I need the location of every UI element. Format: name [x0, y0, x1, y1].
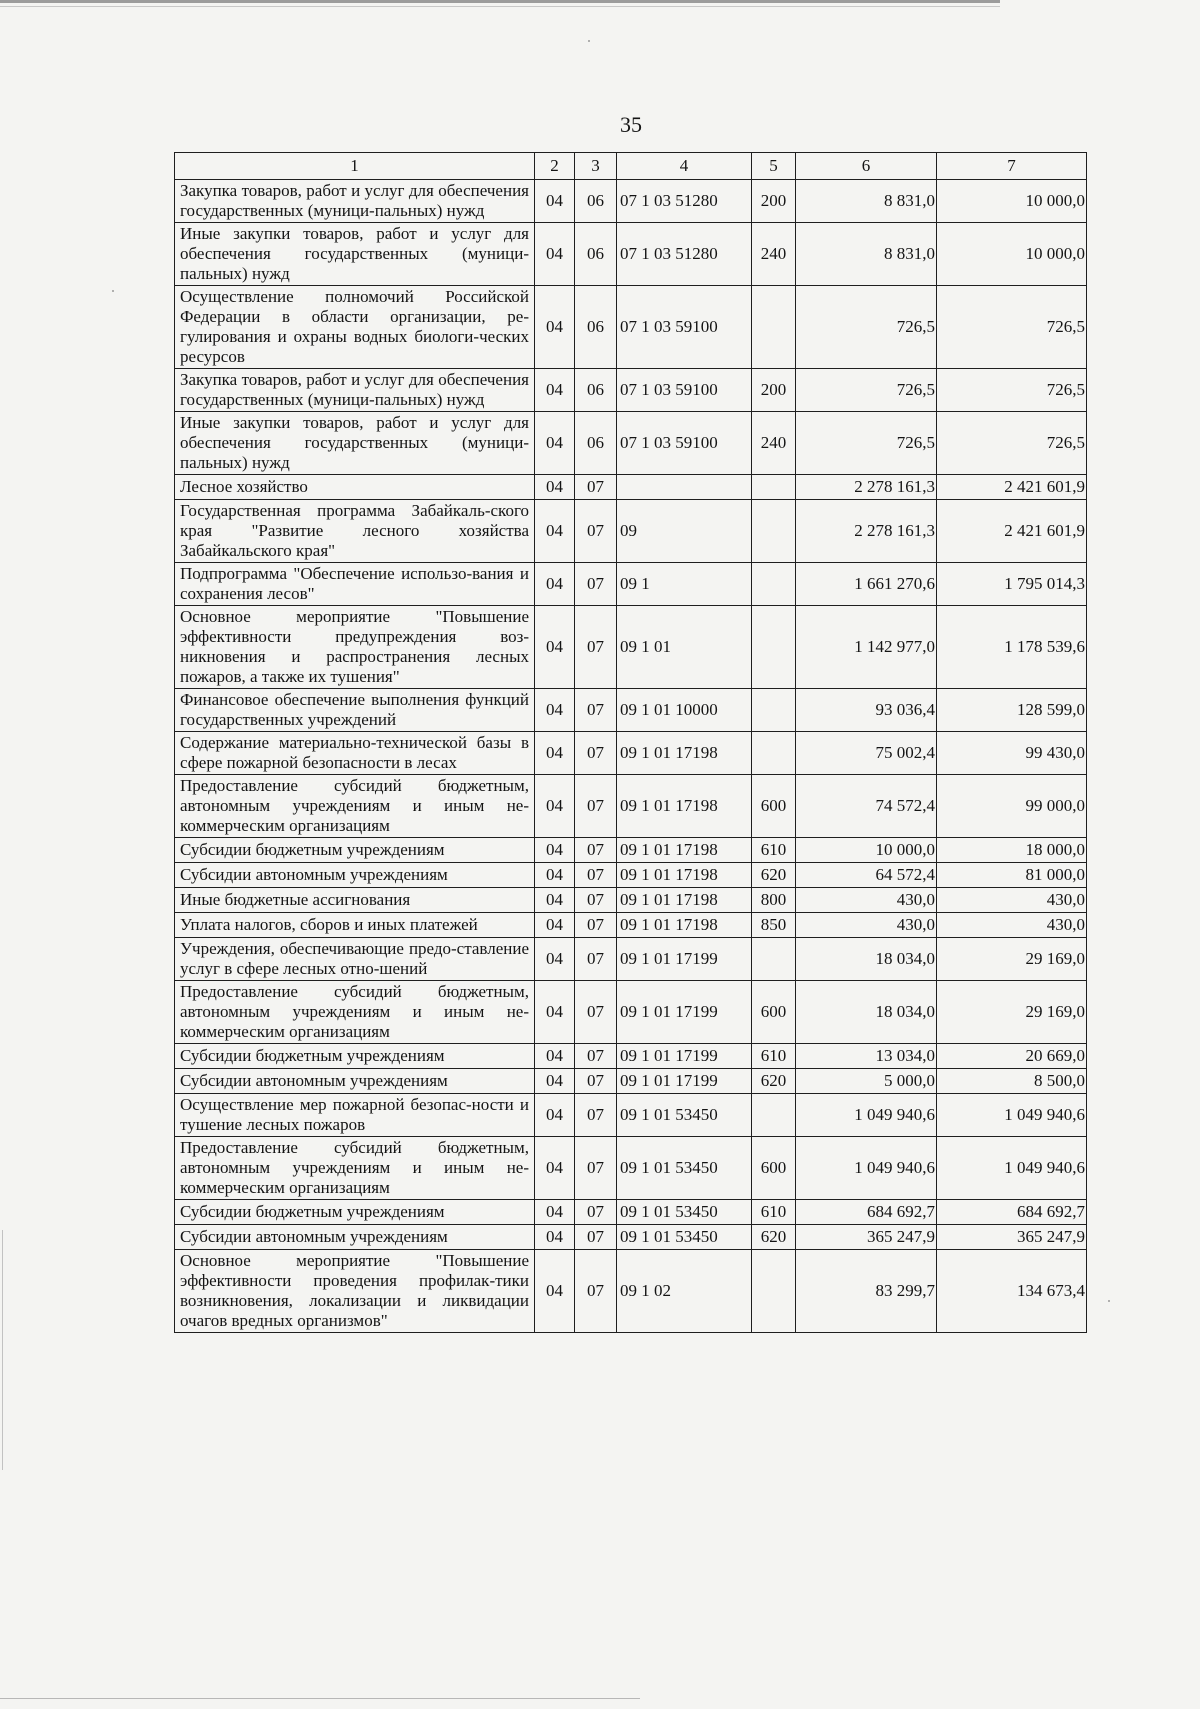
- amount-year-2: 726,5: [937, 369, 1087, 412]
- section-code: 04: [535, 1044, 575, 1069]
- amount-year-2: 726,5: [937, 412, 1087, 475]
- amount-year-2: 18 000,0: [937, 838, 1087, 863]
- amount-year-1: 13 034,0: [796, 1044, 937, 1069]
- amount-year-2: 726,5: [937, 286, 1087, 369]
- subsection-code: 07: [575, 775, 617, 838]
- amount-year-1: 430,0: [796, 913, 937, 938]
- line-item-name: Субсидии автономным учреждениям: [175, 863, 535, 888]
- amount-year-2: 128 599,0: [937, 689, 1087, 732]
- section-code: 04: [535, 475, 575, 500]
- target-article-code: 09 1 02: [617, 1250, 752, 1333]
- section-code: 04: [535, 689, 575, 732]
- scan-speck: [1108, 1300, 1110, 1302]
- table-row: [175, 1094, 1087, 1137]
- scan-speck: [588, 40, 590, 42]
- expense-type-code: 610: [752, 1200, 796, 1225]
- expense-type-code: [752, 286, 796, 369]
- target-article-code: 07 1 03 59100: [617, 412, 752, 475]
- section-code: 04: [535, 981, 575, 1044]
- expense-type-code: [752, 1094, 796, 1137]
- section-code: 04: [535, 775, 575, 838]
- line-item-name: Лесное хозяйство: [175, 475, 535, 500]
- amount-year-2: 29 169,0: [937, 981, 1087, 1044]
- section-code: 04: [535, 606, 575, 689]
- amount-year-1: 684 692,7: [796, 1200, 937, 1225]
- line-item-name: Закупка товаров, работ и услуг для обеспечения государственных (муници-пальных) нужд: [175, 180, 535, 223]
- subsection-code: 06: [575, 180, 617, 223]
- line-item-name: Иные закупки товаров, работ и услуг для обеспечения государственных (муници-пальных) нужд: [175, 412, 535, 475]
- line-item-name: Основное мероприятие "Повышение эффективности предупреждения воз-никновения и распространения лесных пожаров, а также их тушения": [175, 606, 535, 689]
- amount-year-1: 1 142 977,0: [796, 606, 937, 689]
- expense-type-code: [752, 606, 796, 689]
- expense-type-code: 600: [752, 775, 796, 838]
- expense-type-code: 600: [752, 1137, 796, 1200]
- expense-type-code: 240: [752, 412, 796, 475]
- section-code: 04: [535, 838, 575, 863]
- subsection-code: 07: [575, 563, 617, 606]
- section-code: 04: [535, 1137, 575, 1200]
- line-item-name: Уплата налогов, сборов и иных платежей: [175, 913, 535, 938]
- section-code: 04: [535, 1069, 575, 1094]
- table-row: [175, 412, 1087, 475]
- section-code: 04: [535, 500, 575, 563]
- line-item-name: Закупка товаров, работ и услуг для обеспечения государственных (муници-пальных) нужд: [175, 369, 535, 412]
- line-item-name: Подпрограмма "Обеспечение использо-вания и сохранения лесов": [175, 563, 535, 606]
- subsection-code: 07: [575, 606, 617, 689]
- target-article-code: 09: [617, 500, 752, 563]
- amount-year-1: 5 000,0: [796, 1069, 937, 1094]
- amount-year-1: 726,5: [796, 412, 937, 475]
- budget-table-body: [175, 153, 1087, 1333]
- target-article-code: 09 1 01 17199: [617, 1044, 752, 1069]
- amount-year-1: 8 831,0: [796, 223, 937, 286]
- line-item-name: Финансовое обеспечение выполнения функций государственных учреждений: [175, 689, 535, 732]
- amount-year-1: 83 299,7: [796, 1250, 937, 1333]
- amount-year-1: 430,0: [796, 888, 937, 913]
- subsection-code: 07: [575, 1044, 617, 1069]
- section-code: 04: [535, 563, 575, 606]
- table-row: [175, 913, 1087, 938]
- subsection-code: 07: [575, 1069, 617, 1094]
- line-item-name: Содержание материально-технической базы в сфере пожарной безопасности в лесах: [175, 732, 535, 775]
- target-article-code: 09 1 01 53450: [617, 1225, 752, 1250]
- line-item-name: Государственная программа Забайкаль-ского края "Развитие лесного хозяйства Забайкальского края": [175, 500, 535, 563]
- table-row: [175, 775, 1087, 838]
- target-article-code: 07 1 03 51280: [617, 180, 752, 223]
- amount-year-1: 365 247,9: [796, 1225, 937, 1250]
- table-row: [175, 223, 1087, 286]
- amount-year-2: 134 673,4: [937, 1250, 1087, 1333]
- amount-year-2: 20 669,0: [937, 1044, 1087, 1069]
- amount-year-1: 2 278 161,3: [796, 475, 937, 500]
- target-article-code: 09 1 01 17199: [617, 938, 752, 981]
- expense-type-code: 850: [752, 913, 796, 938]
- target-article-code: 09 1 01 17198: [617, 732, 752, 775]
- target-article-code: 09 1 01 53450: [617, 1137, 752, 1200]
- subsection-code: 07: [575, 1137, 617, 1200]
- scan-speck: [112, 290, 114, 292]
- subsection-code: 07: [575, 732, 617, 775]
- section-code: 04: [535, 369, 575, 412]
- target-article-code: 07 1 03 51280: [617, 223, 752, 286]
- expense-type-code: 620: [752, 863, 796, 888]
- amount-year-2: 1 795 014,3: [937, 563, 1087, 606]
- target-article-code: 09 1 01 17198: [617, 838, 752, 863]
- amount-year-2: 99 000,0: [937, 775, 1087, 838]
- amount-year-1: 64 572,4: [796, 863, 937, 888]
- section-code: 04: [535, 863, 575, 888]
- line-item-name: Иные закупки товаров, работ и услуг для обеспечения государственных (муници-пальных) нужд: [175, 223, 535, 286]
- table-row: [175, 1069, 1087, 1094]
- target-article-code: 09 1 01 17198: [617, 775, 752, 838]
- scan-top-rule-thin: [0, 6, 1000, 7]
- amount-year-1: 74 572,4: [796, 775, 937, 838]
- expense-type-code: 240: [752, 223, 796, 286]
- table-row: [175, 689, 1087, 732]
- expense-type-code: 610: [752, 1044, 796, 1069]
- table-row: [175, 1137, 1087, 1200]
- amount-year-1: 1 661 270,6: [796, 563, 937, 606]
- section-code: 04: [535, 1225, 575, 1250]
- amount-year-2: 1 049 940,6: [937, 1094, 1087, 1137]
- section-code: 04: [535, 180, 575, 223]
- target-article-code: 09 1 01 53450: [617, 1094, 752, 1137]
- expense-type-code: 200: [752, 369, 796, 412]
- table-row: [175, 732, 1087, 775]
- line-item-name: Субсидии бюджетным учреждениям: [175, 838, 535, 863]
- subsection-code: 07: [575, 888, 617, 913]
- amount-year-1: 8 831,0: [796, 180, 937, 223]
- expense-type-code: [752, 475, 796, 500]
- expense-type-code: 610: [752, 838, 796, 863]
- table-row: [175, 888, 1087, 913]
- subsection-code: 06: [575, 223, 617, 286]
- target-article-code: 09 1 01 17199: [617, 1069, 752, 1094]
- header-row: [175, 153, 1087, 180]
- expense-type-code: 620: [752, 1225, 796, 1250]
- target-article-code: [617, 475, 752, 500]
- amount-year-2: 684 692,7: [937, 1200, 1087, 1225]
- subsection-code: 07: [575, 689, 617, 732]
- budget-table: [174, 152, 1087, 1333]
- subsection-code: 06: [575, 369, 617, 412]
- table-row: [175, 563, 1087, 606]
- amount-year-2: 365 247,9: [937, 1225, 1087, 1250]
- subsection-code: 07: [575, 475, 617, 500]
- table-row: [175, 286, 1087, 369]
- section-code: 04: [535, 1094, 575, 1137]
- scan-left-edge: [2, 1230, 3, 1470]
- header-cell: 4: [617, 153, 752, 180]
- section-code: 04: [535, 223, 575, 286]
- table-row: [175, 981, 1087, 1044]
- amount-year-1: 2 278 161,3: [796, 500, 937, 563]
- expense-type-code: 620: [752, 1069, 796, 1094]
- line-item-name: Субсидии бюджетным учреждениям: [175, 1044, 535, 1069]
- line-item-name: Субсидии автономным учреждениям: [175, 1069, 535, 1094]
- target-article-code: 09 1 01 53450: [617, 1200, 752, 1225]
- subsection-code: 07: [575, 938, 617, 981]
- amount-year-2: 2 421 601,9: [937, 500, 1087, 563]
- page-number: 35: [620, 112, 642, 137]
- subsection-code: 07: [575, 1094, 617, 1137]
- subsection-code: 07: [575, 981, 617, 1044]
- header-cell: 6: [796, 153, 937, 180]
- table-row: [175, 863, 1087, 888]
- line-item-name: Субсидии автономным учреждениям: [175, 1225, 535, 1250]
- expense-type-code: 800: [752, 888, 796, 913]
- header-cell: 1: [175, 153, 535, 180]
- expense-type-code: 200: [752, 180, 796, 223]
- target-article-code: 09 1: [617, 563, 752, 606]
- scan-top-rule: [0, 0, 1000, 3]
- amount-year-2: 1 049 940,6: [937, 1137, 1087, 1200]
- amount-year-1: 1 049 940,6: [796, 1094, 937, 1137]
- amount-year-2: 430,0: [937, 888, 1087, 913]
- table-row: [175, 1200, 1087, 1225]
- line-item-name: Учреждения, обеспечивающие предо-ставление услуг в сфере лесных отно-шений: [175, 938, 535, 981]
- section-code: 04: [535, 938, 575, 981]
- expense-type-code: [752, 732, 796, 775]
- target-article-code: 09 1 01: [617, 606, 752, 689]
- header-cell: 3: [575, 153, 617, 180]
- section-code: 04: [535, 913, 575, 938]
- table-row: [175, 475, 1087, 500]
- line-item-name: Предоставление субсидий бюджетным, автономным учреждениям и иным не-коммерческим организациям: [175, 1137, 535, 1200]
- line-item-name: Субсидии бюджетным учреждениям: [175, 1200, 535, 1225]
- target-article-code: 09 1 01 17198: [617, 888, 752, 913]
- amount-year-2: 8 500,0: [937, 1069, 1087, 1094]
- amount-year-2: 29 169,0: [937, 938, 1087, 981]
- amount-year-1: 726,5: [796, 286, 937, 369]
- line-item-name: Предоставление субсидий бюджетным, автономным учреждениям и иным не-коммерческим организациям: [175, 775, 535, 838]
- amount-year-2: 99 430,0: [937, 732, 1087, 775]
- line-item-name: Предоставление субсидий бюджетным, автономным учреждениям и иным не-коммерческим организациям: [175, 981, 535, 1044]
- target-article-code: 09 1 01 17198: [617, 863, 752, 888]
- subsection-code: 07: [575, 500, 617, 563]
- subsection-code: 07: [575, 1250, 617, 1333]
- subsection-code: 06: [575, 412, 617, 475]
- table-row: [175, 180, 1087, 223]
- amount-year-2: 1 178 539,6: [937, 606, 1087, 689]
- section-code: 04: [535, 412, 575, 475]
- amount-year-1: 18 034,0: [796, 938, 937, 981]
- line-item-name: Основное мероприятие "Повышение эффективности проведения профилак-тики возникновения, локализации и ликвидации очагов вредных организмов": [175, 1250, 535, 1333]
- section-code: 04: [535, 1200, 575, 1225]
- target-article-code: 09 1 01 17198: [617, 913, 752, 938]
- amount-year-1: 10 000,0: [796, 838, 937, 863]
- table-row: [175, 500, 1087, 563]
- target-article-code: 09 1 01 10000: [617, 689, 752, 732]
- amount-year-2: 430,0: [937, 913, 1087, 938]
- table-row: [175, 838, 1087, 863]
- amount-year-2: 2 421 601,9: [937, 475, 1087, 500]
- table-row: [175, 606, 1087, 689]
- target-article-code: 07 1 03 59100: [617, 286, 752, 369]
- amount-year-1: 1 049 940,6: [796, 1137, 937, 1200]
- section-code: 04: [535, 888, 575, 913]
- header-cell: 5: [752, 153, 796, 180]
- amount-year-1: 726,5: [796, 369, 937, 412]
- section-code: 04: [535, 286, 575, 369]
- table-row: [175, 1225, 1087, 1250]
- amount-year-1: 18 034,0: [796, 981, 937, 1044]
- target-article-code: 07 1 03 59100: [617, 369, 752, 412]
- section-code: 04: [535, 1250, 575, 1333]
- subsection-code: 06: [575, 286, 617, 369]
- amount-year-2: 10 000,0: [937, 180, 1087, 223]
- expense-type-code: 600: [752, 981, 796, 1044]
- expense-type-code: [752, 500, 796, 563]
- table-row: [175, 938, 1087, 981]
- subsection-code: 07: [575, 863, 617, 888]
- amount-year-1: 93 036,4: [796, 689, 937, 732]
- line-item-name: Иные бюджетные ассигнования: [175, 888, 535, 913]
- expense-type-code: [752, 689, 796, 732]
- line-item-name: Осуществление мер пожарной безопас-ности и тушение лесных пожаров: [175, 1094, 535, 1137]
- table-row: [175, 369, 1087, 412]
- table-row: [175, 1044, 1087, 1069]
- amount-year-2: 10 000,0: [937, 223, 1087, 286]
- section-code: 04: [535, 732, 575, 775]
- amount-year-1: 75 002,4: [796, 732, 937, 775]
- subsection-code: 07: [575, 838, 617, 863]
- table-row: [175, 1250, 1087, 1333]
- header-cell: 7: [937, 153, 1087, 180]
- header-cell: 2: [535, 153, 575, 180]
- line-item-name: Осуществление полномочий Российской Федерации в области организации, ре-гулирования и охраны водных биологи-ческих ресурсов: [175, 286, 535, 369]
- scan-bottom-rule: [0, 1698, 640, 1699]
- expense-type-code: [752, 1250, 796, 1333]
- expense-type-code: [752, 938, 796, 981]
- expense-type-code: [752, 563, 796, 606]
- subsection-code: 07: [575, 1225, 617, 1250]
- target-article-code: 09 1 01 17199: [617, 981, 752, 1044]
- amount-year-2: 81 000,0: [937, 863, 1087, 888]
- subsection-code: 07: [575, 913, 617, 938]
- subsection-code: 07: [575, 1200, 617, 1225]
